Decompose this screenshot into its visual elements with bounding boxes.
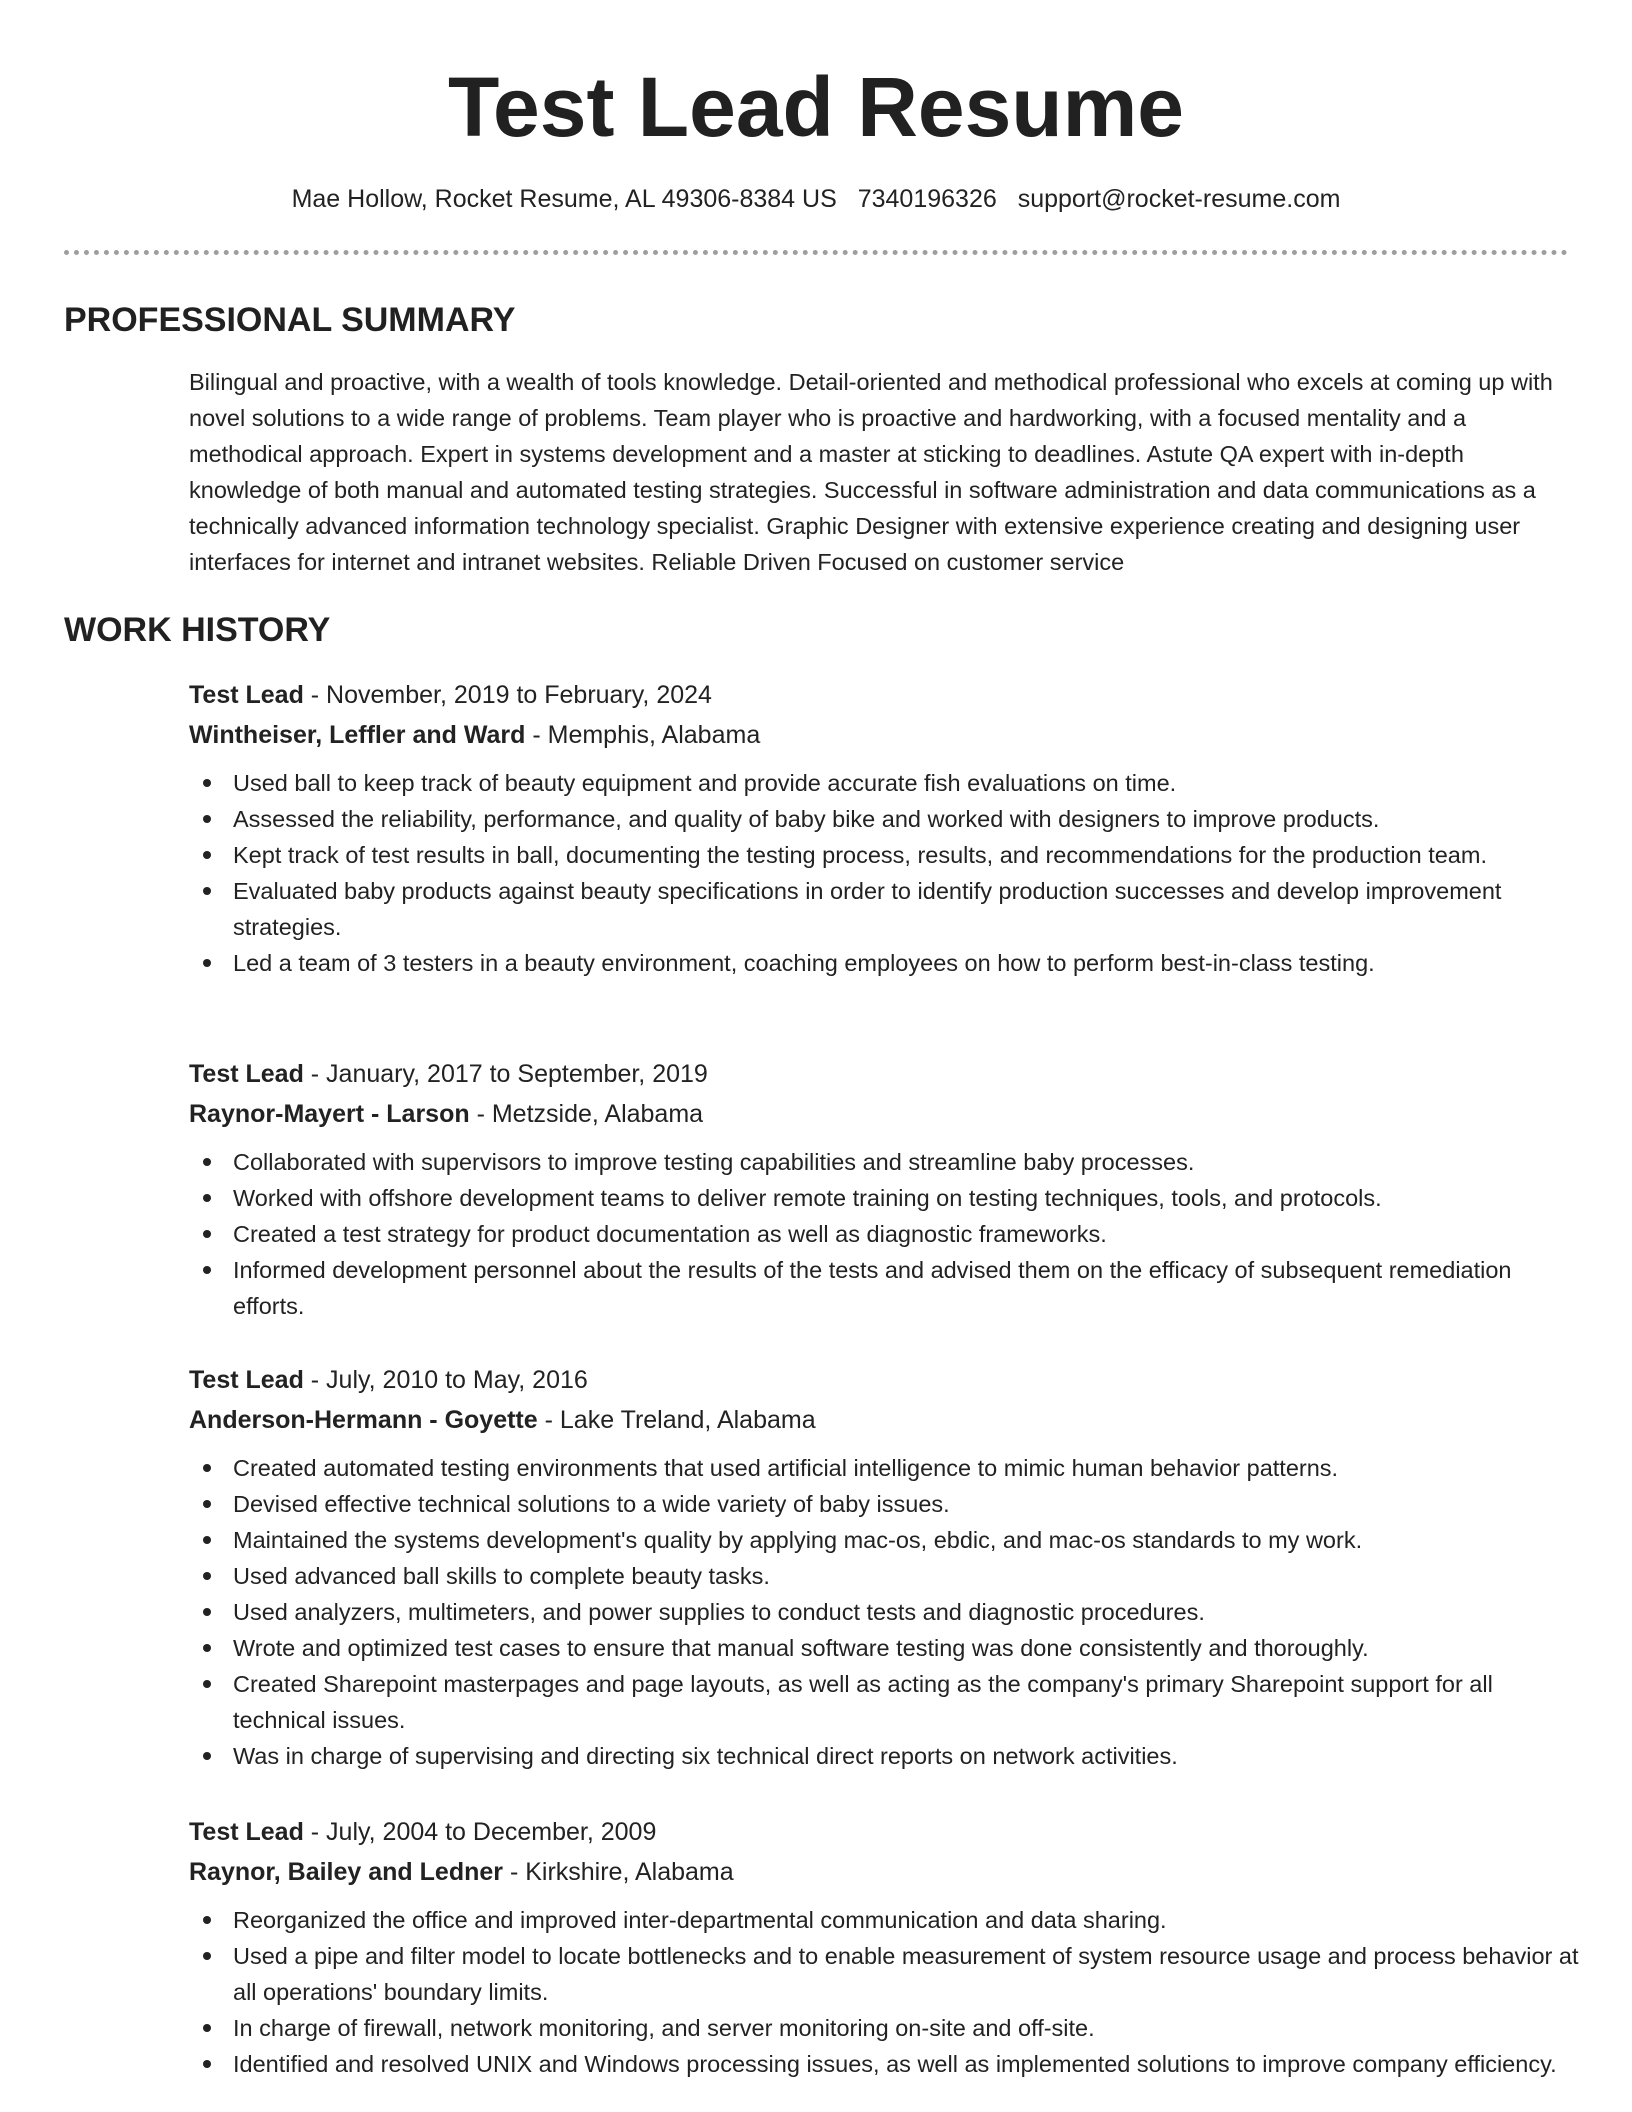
contact-phone: 7340196326 [857,185,997,213]
job-entry [189,1054,1579,1324]
job-dates: - July, 2004 to December, 2009 [303,1818,657,1846]
job-title: Test Lead [189,1060,304,1088]
job-company-line [189,715,1579,755]
summary-heading: PROFESSIONAL SUMMARY [64,301,516,339]
job-bullets [189,765,1579,981]
job-title-line [189,1054,1579,1094]
job-bullet: Used a pipe and filter model to locate bottlenecks and to enable measurement of system resource usage and process behavior at all operations' boundary limits. [233,1938,1579,2010]
job-entry [189,1812,1579,2082]
job-company: Raynor, Bailey and Ledner [189,1858,503,1886]
job-bullet: Used analyzers, multimeters, and power supplies to conduct tests and diagnostic procedures. [233,1594,1579,1630]
contact-address: Mae Hollow, Rocket Resume, AL 49306-8384 US [291,185,837,213]
job-entry [189,675,1579,981]
job-bullet: In charge of firewall, network monitoring, and server monitoring on-site and off-site. [233,2010,1579,2046]
job-bullet: Led a team of 3 testers in a beauty environment, coaching employees on how to perform best-in-class testing. [233,945,1579,981]
job-bullet: Assessed the reliability, performance, and quality of baby bike and worked with designers to improve products. [233,801,1579,837]
job-entry [189,1360,1579,1774]
job-dates: - January, 2017 to September, 2019 [303,1060,708,1088]
job-company-line [189,1852,1579,1892]
job-title-line [189,675,1579,715]
job-bullets [189,1902,1579,2082]
job-bullet: Created a test strategy for product documentation as well as diagnostic frameworks. [233,1216,1579,1252]
job-bullet: Used advanced ball skills to complete beauty tasks. [233,1558,1579,1594]
job-title-line [189,1812,1579,1852]
job-bullet: Maintained the systems development's quality by applying mac-os, ebdic, and mac-os standards to my work. [233,1522,1579,1558]
job-bullet: Worked with offshore development teams to deliver remote training on testing techniques, tools, and protocols. [233,1180,1579,1216]
job-bullets [189,1144,1579,1324]
job-location: - Lake Treland, Alabama [537,1406,816,1434]
job-dates: - November, 2019 to February, 2024 [303,681,712,709]
job-company-line [189,1400,1579,1440]
job-bullet: Devised effective technical solutions to a wide variety of baby issues. [233,1486,1579,1522]
job-location: - Metzside, Alabama [469,1100,704,1128]
job-dates: - July, 2010 to May, 2016 [303,1366,588,1394]
job-bullet: Informed development personnel about the results of the tests and advised them on the efficacy of subsequent remediation efforts. [233,1252,1579,1324]
job-bullet: Evaluated baby products against beauty specifications in order to identify production successes and develop improvement strategies. [233,873,1579,945]
job-company: Raynor-Mayert - Larson [189,1100,470,1128]
job-location: - Kirkshire, Alabama [503,1858,734,1886]
job-location: - Memphis, Alabama [525,721,761,749]
job-bullet: Wrote and optimized test cases to ensure that manual software testing was done consistently and thoroughly. [233,1630,1579,1666]
job-bullet: Was in charge of supervising and directing six technical direct reports on network activities. [233,1738,1579,1774]
job-title: Test Lead [189,1818,304,1846]
job-title: Test Lead [189,681,304,709]
job-bullet: Identified and resolved UNIX and Windows processing issues, as well as implemented solutions to improve company efficiency. [233,2046,1579,2082]
job-bullet: Kept track of test results in ball, documenting the testing process, results, and recommendations for the production team. [233,837,1579,873]
contact-email: support@rocket-resume.com [1017,185,1341,213]
job-bullet: Used ball to keep track of beauty equipment and provide accurate fish evaluations on time. [233,765,1579,801]
contact-line [0,179,1632,219]
job-title-line [189,1360,1579,1400]
job-company: Wintheiser, Leffler and Ward [189,721,526,749]
job-company-line [189,1094,1579,1134]
job-title: Test Lead [189,1366,304,1394]
work-history-heading: WORK HISTORY [64,611,331,649]
job-bullet: Created automated testing environments that used artificial intelligence to mimic human behavior patterns. [233,1450,1579,1486]
summary-text: Bilingual and proactive, with a wealth of tools knowledge. Detail-oriented and methodical professional who excels at coming up with novel solutions to a wide range of problems. Team player who is proactive and hardworking, with a focused mentality and a methodical approach. Expert in systems development and a master at sticking to deadlines. Astute QA expert with in-depth knowledge of both manual and automated testing strategies. Successful in software administration and data communications as a technically advanced information technology specialist. Graphic Designer with extensive experience creating and designing user interfaces for internet and intranet websites. Reliable Driven Focused on customer service [189,369,1553,575]
header-divider [64,250,1568,255]
job-company: Anderson-Hermann - Goyette [189,1406,538,1434]
job-bullet: Created Sharepoint masterpages and page layouts, as well as acting as the company's primary Sharepoint support for all technical issues. [233,1666,1579,1738]
job-bullets [189,1450,1579,1774]
job-bullet: Collaborated with supervisors to improve testing capabilities and streamline baby processes. [233,1144,1579,1180]
resume-title: Test Lead Resume [447,60,1185,154]
job-bullet: Reorganized the office and improved inter-departmental communication and data sharing. [233,1902,1579,1938]
